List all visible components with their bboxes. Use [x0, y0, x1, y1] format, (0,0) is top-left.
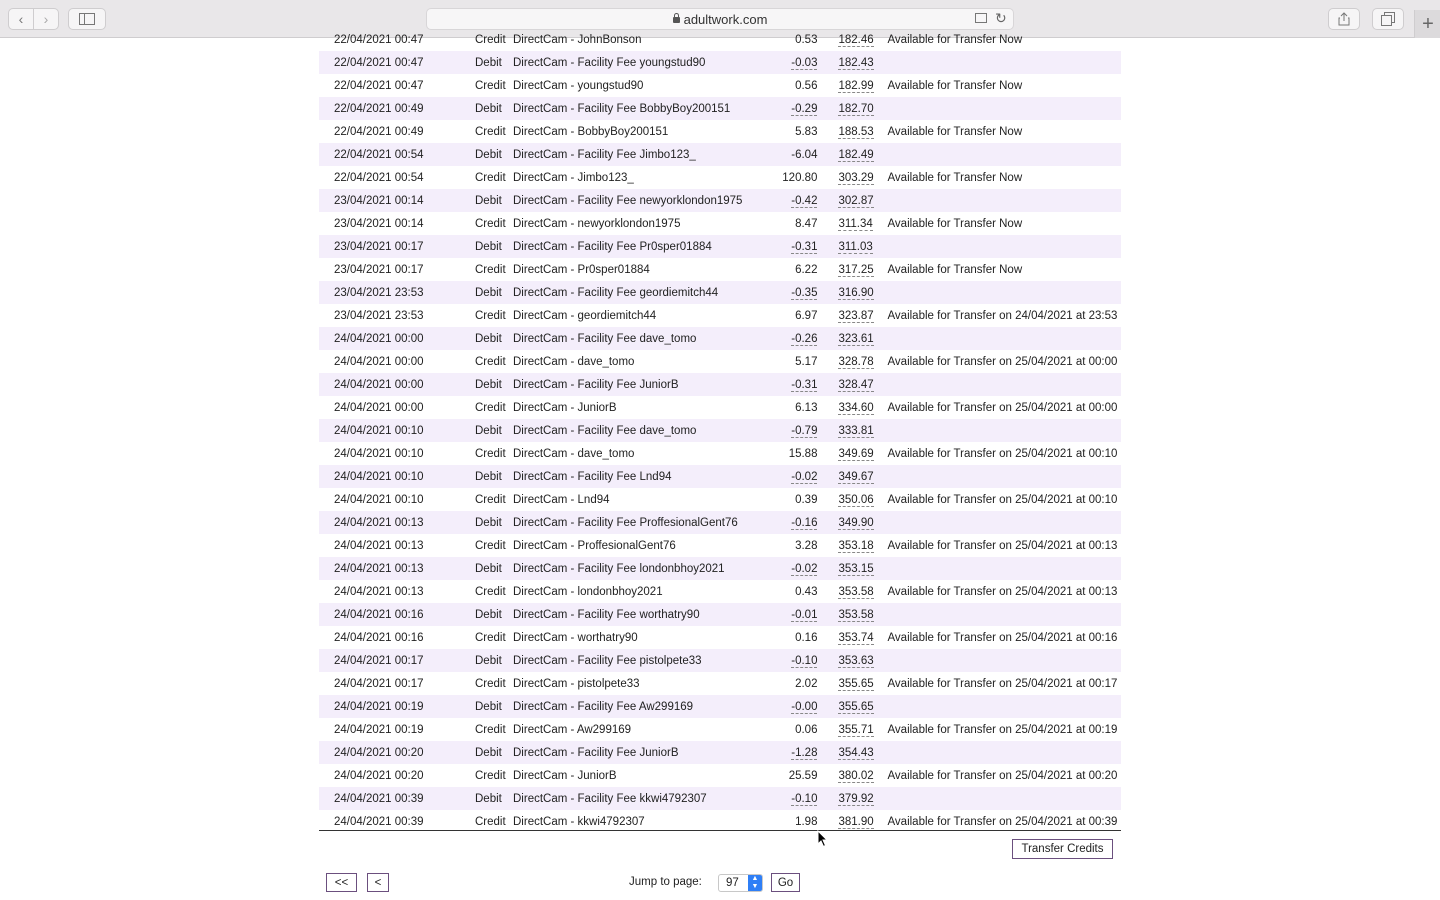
transaction-type: Debit [475, 746, 502, 759]
table-row [319, 396, 1121, 419]
share-button[interactable] [1328, 8, 1360, 30]
table-row [319, 97, 1121, 120]
table-row [319, 442, 1121, 465]
table-row [319, 511, 1121, 534]
transaction-type: Credit [475, 401, 506, 414]
transaction-amount: 3.28 [795, 539, 818, 552]
transaction-availability: Available for Transfer on 25/04/2021 at 00:17 [887, 677, 1118, 690]
transaction-type: Debit [475, 102, 502, 115]
lock-icon [673, 17, 680, 23]
transaction-description: DirectCam - BobbyBoy200151 [513, 125, 669, 138]
transaction-date: 24/04/2021 00:13 [334, 539, 424, 552]
transaction-type: Credit [475, 79, 506, 92]
transaction-amount: -0.02 [791, 470, 818, 483]
table-row [319, 695, 1121, 718]
transaction-amount: 2.02 [795, 677, 818, 690]
transaction-description: DirectCam - JuniorB [513, 769, 617, 782]
transaction-balance[interactable]: 182.43 [838, 56, 874, 69]
transaction-date: 24/04/2021 00:39 [334, 815, 424, 828]
transaction-type: Credit [475, 677, 506, 690]
transaction-description: DirectCam - newyorklondon1975 [513, 217, 681, 230]
table-row [319, 327, 1121, 350]
transaction-balance[interactable]: 311.34 [838, 217, 873, 230]
transaction-description: DirectCam - kkwi4792307 [513, 815, 645, 828]
transaction-description: DirectCam - dave_tomo [513, 355, 635, 368]
transaction-description: DirectCam - Facility Fee newyorklondon1975 [513, 194, 743, 207]
transaction-description: DirectCam - pistolpete33 [513, 677, 640, 690]
transaction-amount: 0.56 [795, 79, 818, 92]
transaction-amount: -0.10 [791, 654, 818, 667]
transaction-description: DirectCam - youngstud90 [513, 79, 644, 92]
transaction-balance[interactable]: 353.74 [838, 631, 874, 644]
transaction-amount: 0.06 [795, 723, 818, 736]
transaction-balance[interactable]: 182.70 [838, 102, 874, 115]
back-button[interactable] [8, 8, 34, 30]
transaction-balance[interactable]: 350.06 [838, 493, 874, 506]
transaction-amount: -0.42 [791, 194, 818, 207]
transaction-balance[interactable]: 379.92 [838, 792, 874, 805]
transaction-description: DirectCam - JohnBonson [513, 33, 642, 46]
transaction-amount: 0.53 [795, 33, 818, 46]
table-row [319, 258, 1121, 281]
transaction-amount: 0.39 [795, 493, 818, 506]
transaction-amount: -0.26 [791, 332, 818, 345]
table-row [319, 143, 1121, 166]
transaction-amount: -0.31 [791, 378, 818, 391]
transaction-date: 22/04/2021 00:54 [334, 171, 424, 184]
transaction-availability: Available for Transfer Now [887, 125, 1023, 138]
url-text: adultwork.com [683, 12, 768, 27]
transaction-type: Debit [475, 792, 502, 805]
transaction-availability: Available for Transfer on 25/04/2021 at 00:13 [887, 585, 1118, 598]
transaction-description: DirectCam - ProffesionalGent76 [513, 539, 676, 552]
transaction-amount: 8.47 [795, 217, 818, 230]
transaction-description: DirectCam - Facility Fee Jimbo123_ [513, 148, 696, 161]
transaction-date: 24/04/2021 00:10 [334, 470, 424, 483]
transaction-description: DirectCam - Pr0sper01884 [513, 263, 650, 276]
transaction-description: DirectCam - Facility Fee youngstud90 [513, 56, 706, 69]
transaction-availability: Available for Transfer on 25/04/2021 at 00:19 [887, 723, 1118, 736]
transaction-description: DirectCam - Facility Fee londonbhoy2021 [513, 562, 725, 575]
transaction-amount: -0.35 [791, 286, 818, 299]
transaction-date: 22/04/2021 00:54 [334, 148, 424, 161]
transaction-type: Credit [475, 493, 506, 506]
transaction-description: DirectCam - Facility Fee dave_tomo [513, 332, 697, 345]
transaction-type: Debit [475, 194, 502, 207]
transaction-balance[interactable]: 353.58 [838, 585, 874, 598]
table-row [319, 488, 1121, 511]
transaction-date: 24/04/2021 00:19 [334, 700, 424, 713]
table-row [319, 373, 1121, 396]
transaction-availability: Available for Transfer on 25/04/2021 at 00:00 [887, 355, 1118, 368]
select-arrows-icon: ▲ ▼ [748, 875, 762, 891]
table-row [319, 741, 1121, 764]
transaction-date: 24/04/2021 00:13 [334, 516, 424, 529]
transaction-date: 24/04/2021 00:00 [334, 332, 424, 345]
transaction-date: 24/04/2021 00:17 [334, 654, 424, 667]
transaction-type: Debit [475, 424, 502, 437]
transaction-type: Credit [475, 539, 506, 552]
transaction-balance[interactable]: 381.90 [838, 815, 874, 828]
transaction-balance[interactable]: 353.18 [838, 539, 874, 552]
transaction-date: 24/04/2021 00:17 [334, 677, 424, 690]
transaction-amount: 5.17 [795, 355, 818, 368]
transaction-description: DirectCam - Facility Fee ProffesionalGent76 [513, 516, 738, 529]
table-row [319, 74, 1121, 97]
transaction-amount: 1.98 [795, 815, 818, 828]
reload-icon[interactable]: ↻ [995, 10, 1007, 26]
transaction-amount: -6.04 [791, 148, 818, 161]
transaction-description: DirectCam - worthatry90 [513, 631, 638, 644]
transaction-balance[interactable]: 354.43 [838, 746, 874, 759]
transaction-availability: Available for Transfer on 25/04/2021 at 00:10 [887, 493, 1118, 506]
transaction-balance[interactable]: 353.58 [838, 608, 874, 621]
transaction-balance[interactable]: 182.49 [838, 148, 874, 161]
transaction-date: 22/04/2021 00:47 [334, 56, 424, 69]
table-row [319, 626, 1121, 649]
transaction-balance[interactable]: 328.47 [838, 378, 874, 391]
table-row [319, 419, 1121, 442]
transaction-balance[interactable]: 334.60 [838, 401, 874, 414]
transaction-balance[interactable]: 328.78 [838, 355, 874, 368]
transaction-date: 23/04/2021 23:53 [334, 309, 424, 322]
transaction-description: DirectCam - Lnd94 [513, 493, 610, 506]
transaction-balance[interactable]: 380.02 [838, 769, 874, 782]
transaction-description: DirectCam - dave_tomo [513, 447, 635, 460]
transaction-type: Credit [475, 263, 506, 276]
transaction-balance[interactable]: 353.15 [838, 562, 874, 575]
transaction-description: DirectCam - Facility Fee Pr0sper01884 [513, 240, 712, 253]
jump-to-page-label: Jump to page: [629, 876, 702, 888]
transaction-date: 24/04/2021 00:00 [334, 401, 424, 414]
transaction-description: DirectCam - Facility Fee Lnd94 [513, 470, 672, 483]
page-select-value: 97 [726, 877, 739, 889]
transaction-amount: 6.13 [795, 401, 818, 414]
transaction-amount: -0.79 [791, 424, 818, 437]
transaction-type: Debit [475, 148, 502, 161]
transaction-date: 24/04/2021 00:13 [334, 562, 424, 575]
transaction-amount: 5.83 [795, 125, 818, 138]
transaction-description: DirectCam - londonbhoy2021 [513, 585, 663, 598]
transaction-description: DirectCam - Facility Fee dave_tomo [513, 424, 697, 437]
table-row [319, 281, 1121, 304]
transfer-credits-button[interactable]: Transfer Credits [1012, 839, 1113, 859]
transaction-amount: -1.28 [791, 746, 818, 759]
transaction-amount: -0.00 [791, 700, 818, 713]
table-row [319, 166, 1121, 189]
transaction-amount: -0.31 [791, 240, 818, 253]
transaction-availability: Available for Transfer Now [887, 171, 1023, 184]
table-row [319, 235, 1121, 258]
transaction-balance[interactable]: 333.81 [838, 424, 874, 437]
transaction-amount: 0.16 [795, 631, 818, 644]
transaction-type: Debit [475, 240, 502, 253]
reader-view-icon[interactable] [975, 13, 987, 23]
table-row [319, 534, 1121, 557]
first-page-button[interactable]: << [326, 873, 357, 892]
transaction-date: 23/04/2021 00:17 [334, 240, 424, 253]
transaction-type: Debit [475, 286, 502, 299]
transaction-description: DirectCam - Aw299169 [513, 723, 632, 736]
transaction-balance[interactable]: 311.03 [838, 240, 873, 253]
transaction-date: 22/04/2021 00:49 [334, 102, 424, 115]
transaction-type: Credit [475, 585, 506, 598]
transaction-balance[interactable]: 355.65 [838, 700, 874, 713]
transaction-type: Debit [475, 700, 502, 713]
tab-overview-button[interactable] [1372, 8, 1404, 30]
transaction-description: DirectCam - Facility Fee worthatry90 [513, 608, 700, 621]
transaction-date: 24/04/2021 00:19 [334, 723, 424, 736]
transaction-type: Debit [475, 56, 502, 69]
transaction-date: 23/04/2021 00:14 [334, 194, 424, 207]
transaction-description: DirectCam - JuniorB [513, 401, 617, 414]
transaction-availability: Available for Transfer on 24/04/2021 at 23:53 [887, 309, 1118, 322]
transaction-type: Credit [475, 125, 506, 138]
transaction-description: DirectCam - Jimbo123_ [513, 171, 634, 184]
transaction-amount: 15.88 [788, 447, 818, 460]
chevron-right-icon: › [43, 11, 49, 27]
transaction-type: Debit [475, 654, 502, 667]
transaction-type: Debit [475, 608, 502, 621]
transaction-type: Credit [475, 723, 506, 736]
transaction-amount: -0.10 [791, 792, 818, 805]
transaction-balance[interactable]: 302.87 [838, 194, 874, 207]
transaction-amount: -0.16 [791, 516, 818, 529]
transaction-date: 24/04/2021 00:39 [334, 792, 424, 805]
transaction-availability: Available for Transfer on 25/04/2021 at 00:10 [887, 447, 1118, 460]
transaction-date: 24/04/2021 00:13 [334, 585, 424, 598]
transaction-date: 24/04/2021 00:20 [334, 746, 424, 759]
transaction-type: Credit [475, 309, 506, 322]
transaction-type: Debit [475, 378, 502, 391]
table-row [319, 28, 1121, 51]
transaction-balance[interactable]: 316.90 [838, 286, 874, 299]
forward-button[interactable] [33, 8, 59, 30]
transaction-type: Credit [475, 171, 506, 184]
transaction-type: Debit [475, 562, 502, 575]
transaction-amount: 6.22 [795, 263, 818, 276]
transaction-type: Credit [475, 815, 506, 828]
transaction-availability: Available for Transfer on 25/04/2021 at 00:20 [887, 769, 1118, 782]
transaction-date: 23/04/2021 00:14 [334, 217, 424, 230]
transaction-balance[interactable]: 349.90 [838, 516, 874, 529]
table-row [319, 718, 1121, 741]
transaction-availability: Available for Transfer on 25/04/2021 at 00:39 [887, 815, 1118, 828]
transaction-type: Debit [475, 470, 502, 483]
transaction-balance[interactable]: 188.53 [838, 125, 874, 138]
mouse-cursor-icon [817, 830, 829, 848]
table-row [319, 787, 1121, 810]
transaction-amount: -0.29 [791, 102, 818, 115]
transaction-balance[interactable]: 353.63 [838, 654, 874, 667]
transaction-balance[interactable]: 323.87 [838, 309, 874, 322]
table-row [319, 649, 1121, 672]
table-row [319, 465, 1121, 488]
transaction-date: 22/04/2021 00:49 [334, 125, 424, 138]
transaction-amount: -0.03 [791, 56, 818, 69]
transaction-availability: Available for Transfer Now [887, 263, 1023, 276]
transaction-date: 24/04/2021 00:00 [334, 378, 424, 391]
transaction-description: DirectCam - Facility Fee kkwi4792307 [513, 792, 707, 805]
transaction-balance[interactable]: 182.99 [838, 79, 874, 92]
transaction-availability: Available for Transfer Now [887, 217, 1023, 230]
transaction-availability: Available for Transfer on 25/04/2021 at 00:16 [887, 631, 1118, 644]
table-row [319, 212, 1121, 235]
transaction-type: Debit [475, 516, 502, 529]
table-row [319, 603, 1121, 626]
plus-icon: + [1422, 12, 1434, 35]
transaction-date: 24/04/2021 00:10 [334, 447, 424, 460]
transaction-date: 24/04/2021 00:16 [334, 631, 424, 644]
transaction-date: 24/04/2021 00:00 [334, 355, 424, 368]
transaction-balance[interactable]: 303.29 [838, 171, 874, 184]
new-tab-button[interactable] [1414, 10, 1440, 38]
page-select[interactable] [718, 874, 763, 892]
transaction-balance[interactable]: 182.46 [838, 33, 874, 46]
share-icon [1338, 12, 1350, 26]
transaction-amount: 25.59 [788, 769, 818, 782]
table-row [319, 350, 1121, 373]
table-row [319, 51, 1121, 74]
transaction-description: DirectCam - Facility Fee JuniorB [513, 378, 679, 391]
transaction-date: 24/04/2021 00:16 [334, 608, 424, 621]
transaction-availability: Available for Transfer on 25/04/2021 at 00:00 [887, 401, 1118, 414]
transaction-date: 22/04/2021 00:47 [334, 79, 424, 92]
transaction-type: Credit [475, 217, 506, 230]
table-row [319, 120, 1121, 143]
transactions-table [319, 28, 1121, 833]
transaction-description: DirectCam - Facility Fee geordiemitch44 [513, 286, 719, 299]
transaction-date: 24/04/2021 00:10 [334, 493, 424, 506]
transaction-description: DirectCam - Facility Fee pistolpete33 [513, 654, 702, 667]
transaction-type: Credit [475, 631, 506, 644]
transaction-date: 24/04/2021 00:20 [334, 769, 424, 782]
transaction-balance[interactable]: 355.71 [838, 723, 874, 736]
transaction-amount: 6.97 [795, 309, 818, 322]
transaction-date: 24/04/2021 00:10 [334, 424, 424, 437]
transaction-description: DirectCam - geordiemitch44 [513, 309, 657, 322]
transaction-type: Credit [475, 33, 506, 46]
transaction-date: 23/04/2021 00:17 [334, 263, 424, 276]
transaction-amount: 120.80 [782, 171, 818, 184]
transaction-balance[interactable]: 349.69 [838, 447, 874, 460]
transaction-balance[interactable]: 349.67 [838, 470, 874, 483]
transaction-amount: -0.02 [791, 562, 818, 575]
transaction-amount: -0.01 [791, 608, 818, 621]
tabs-icon [1381, 12, 1395, 26]
table-row [319, 557, 1121, 580]
transaction-description: DirectCam - Facility Fee BobbyBoy200151 [513, 102, 731, 115]
table-divider [319, 830, 1121, 831]
chevron-left-icon: ‹ [18, 11, 24, 27]
previous-page-button[interactable]: < [367, 873, 389, 892]
table-row [319, 764, 1121, 787]
table-row [319, 580, 1121, 603]
transaction-balance[interactable]: 323.61 [838, 332, 874, 345]
table-row [319, 304, 1121, 327]
sidebar-toggle-button[interactable] [68, 8, 106, 30]
transaction-type: Credit [475, 447, 506, 460]
transaction-balance[interactable]: 317.25 [838, 263, 874, 276]
address-bar[interactable] [426, 8, 1014, 30]
transaction-balance[interactable]: 355.65 [838, 677, 874, 690]
transaction-availability: Available for Transfer on 25/04/2021 at 00:13 [887, 539, 1118, 552]
transaction-type: Debit [475, 332, 502, 345]
transaction-description: DirectCam - Facility Fee JuniorB [513, 746, 679, 759]
table-row [319, 189, 1121, 212]
transaction-availability: Available for Transfer Now [887, 33, 1023, 46]
table-row [319, 672, 1121, 695]
sidebar-icon [79, 13, 95, 25]
transaction-amount: 0.43 [795, 585, 818, 598]
go-button[interactable]: Go [771, 873, 800, 892]
transaction-type: Credit [475, 355, 506, 368]
transaction-date: 23/04/2021 23:53 [334, 286, 424, 299]
transaction-type: Credit [475, 769, 506, 782]
transaction-date: 22/04/2021 00:47 [334, 33, 424, 46]
transaction-availability: Available for Transfer Now [887, 79, 1023, 92]
transaction-description: DirectCam - Facility Fee Aw299169 [513, 700, 694, 713]
